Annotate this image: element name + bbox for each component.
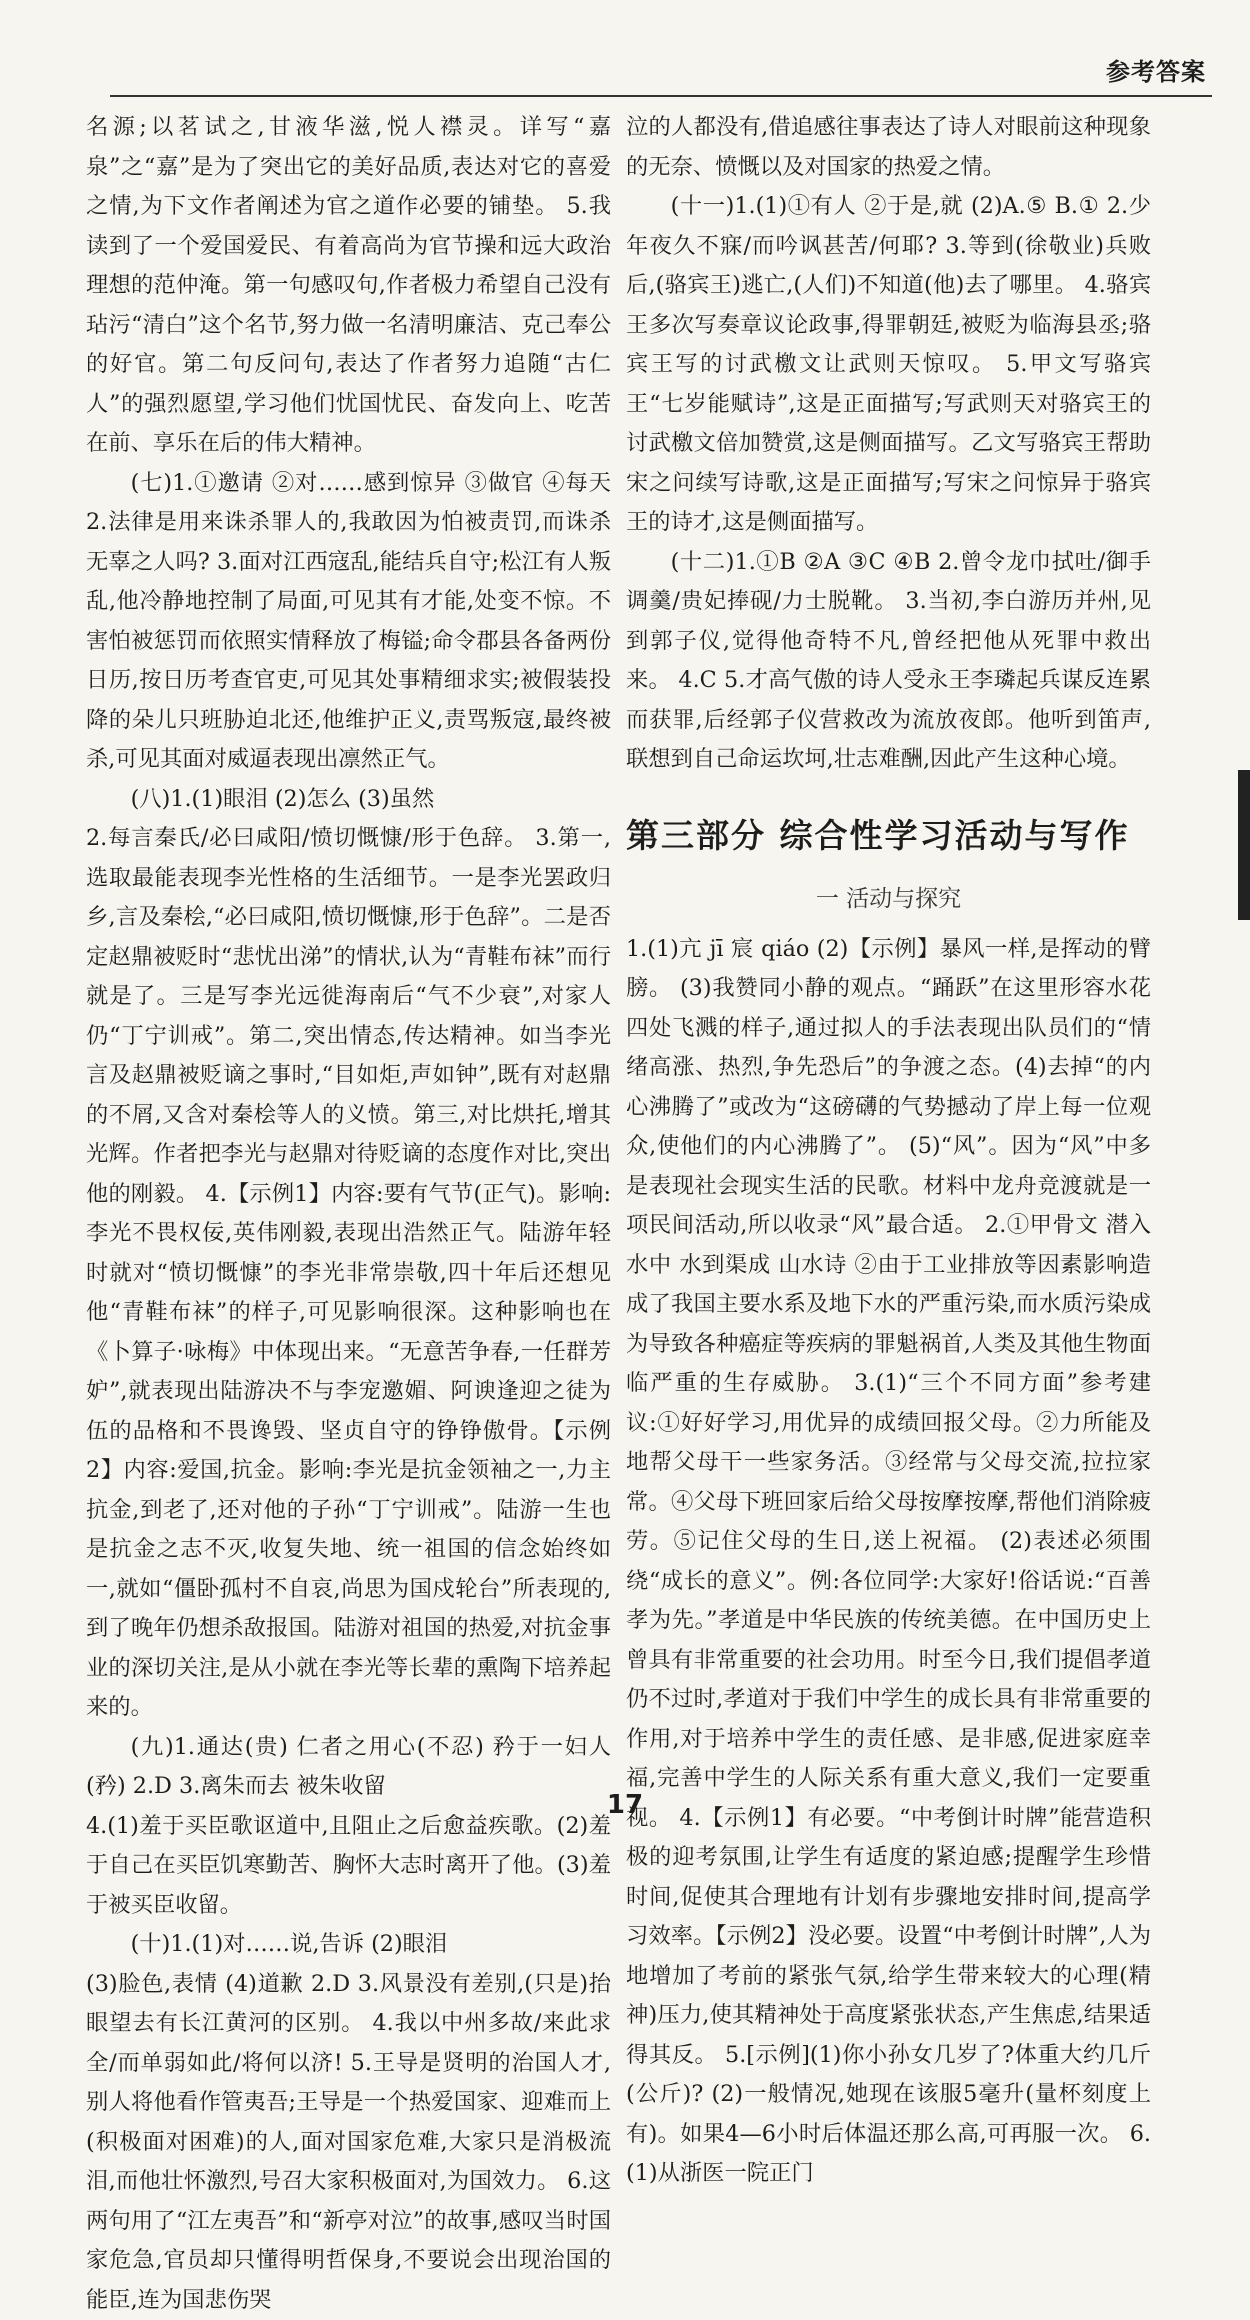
header-bar: [0, 0, 1250, 74]
paragraph: 1.(1)亢 jī 宸 qiáo (2)【示例】暴风一样,是挥动的臂膀。 (3)我赞同小静的观点。“踊跃”在这里形容水花四处飞溅的样子,通过拟人的手法表现出队员们的“情绪高涨、热烈,争先恐后”的争渡之态。(4)去掉“的内心沸腾了”或改为“这磅礴的气势撼动了岸上每一位观众,使他们的内心沸腾了”。 (5)“风”。因为“风”中多是表现社会现实生活的民歌。材料中龙舟竞渡就是一项民间活动,所以收录“风”最合适。 2.①甲骨文 潜入水中 水到渠成 山水诗 ②由于工业排放等因素影响造成了我国主要水系及地下水的严重污染,而水质污染成为导致各种癌症等疾病的罪魁祸首,人类及其他生物面临严重的生存威胁。 3.(1)“三个不同方面”参考建议:①好好学习,用优异的成绩回报父母。②力所能及地帮父母干一些家务活。③经常与父母交流,拉拉家常。④父母下班回家后给父母按摩按摩,帮他们消除疲劳。⑤记住父母的生日,送上祝福。 (2)表述必须围绕“成长的意义”。例:各位同学:大家好!俗话说:“百善孝为先。”孝道是中华民族的传统美德。在中国历史上曾具有非常重要的社会功用。时至今日,我们提倡孝道仍不过时,孝道对于我们中学生的成长具有非常重要的作用,对于培养中学生的责任感、是非感,促进家庭幸福,完善中学生的人际关系有重大意义,我们一定要重视。 4.【示例1】有必要。“中考倒计时牌”能营造积极的迎考氛围,让学生有适度的紧迫感;提醒学生珍惜时间,促使其合理地有计划有步骤地安排时间,提高学习效率。【示例2】没必要。设置“中考倒计时牌”,人为地增加了考前的紧张气氛,给学生带来较大的心理(精神)压力,使其精神处于高度紧张状态,产生焦虑,结果适得其反。 5.[示例](1)你小孙女几岁了?体重大约几斤(公斤)? (2)一般情况,她现在该服5毫升(量杯刻度上有)。如果4—6小时后体温还那么高,可再服一次。 6.(1)从浙医一院正门: [626, 930, 1151, 2194]
running-header: 参考答案: [1106, 52, 1206, 87]
paragraph: (九)1.通达(贵) 仁者之用心(不忍) 矜于一妇人(矜) 2.D 3.离朱而去 被朱收留: [86, 1728, 611, 1807]
paragraph: 泣的人都没有,借追感往事表达了诗人对眼前这种现象的无奈、愤慨以及对国家的热爱之情。: [626, 108, 1151, 187]
section-title: 一 活动与探究: [626, 882, 1151, 916]
paragraph: (十二)1.①B ②A ③C ④B 2.曾令龙巾拭吐/御手调羹/贵妃捧砚/力士脱靴。 3.当初,李白游历并州,见到郭子仪,觉得他奇特不凡,曾经把他从死罪中救出来。 4.C 5.才高气傲的诗人受永王李璘起兵谋反连累而获罪,后经郭子仪营救改为流放夜郎。他听到笛声,联想到自己命运坎坷,壮志难酬,因此产生这种心境。: [626, 543, 1151, 780]
paragraph: 名源;以茗试之,甘液华滋,悦人襟灵。详写“嘉泉”之“嘉”是为了突出它的美好品质,表达对它的喜爱之情,为下文作者阐述为官之道作必要的铺垫。 5.我读到了一个爱国爱民、有着高尚为官节操和远大政治理想的范仲淹。第一句感叹句,作者极力希望自己没有玷污“清白”这个名节,努力做一名清明廉洁、克己奉公的好官。第二句反问句,表达了作者努力追随“古仁人”的强烈愿望,学习他们忧国忧民、奋发向上、吃苦在前、享乐在后的伟大精神。: [86, 108, 611, 464]
page-number: 17: [0, 1790, 1250, 1820]
header-rule: [110, 95, 1212, 97]
paragraph: (十一)1.(1)①有人 ②于是,就 (2)A.⑤ B.① 2.少年夜久不寐/而吟讽甚苦/何耶? 3.等到(徐敬业)兵败后,(骆宾王)逃亡,(人们)不知道(他)去了哪里。 4.骆宾王多次写奏章议论政事,得罪朝廷,被贬为临海县丞;骆宾王写的讨武檄文让武则天惊叹。 5.甲文写骆宾王“七岁能赋诗”,这是正面描写;写武则天对骆宾王的讨武檄文倍加赞赏,这是侧面描写。乙文写骆宾王帮助宋之问续写诗歌,这是正面描写;写宋之问惊异于骆宾王的诗才,这是侧面描写。: [626, 187, 1151, 543]
paragraph: 4.(1)羞于买臣歌讴道中,且阻止之后愈益疾歌。(2)羞于自己在买臣饥寒勤苦、胸怀大志时离开了他。(3)羞于被买臣收留。: [86, 1807, 611, 1926]
paragraph: (3)脸色,表情 (4)道歉 2.D 3.风景没有差别,(只是)抬眼望去有长江黄河的区别。 4.我以中州多故/来此求全/而单弱如此/将何以济! 5.王导是贤明的治国人才,别人将他看作管夷吾;王导是一个热爱国家、迎难而上(积极面对困难)的人,面对国家危难,大家只是消极流泪,而他壮怀激烈,号召大家积极面对,为国效力。 6.这两句用了“江左夷吾”和“新亭对泣”的故事,感叹当时国家危急,官员却只懂得明哲保身,不要说会出现治国的能臣,连为国悲伤哭: [86, 1965, 611, 2320]
right-column: [626, 108, 1151, 2194]
paragraph: (十)1.(1)对……说,告诉 (2)眼泪: [86, 1925, 611, 1965]
left-column: [86, 108, 611, 2320]
part-title: 第三部分 综合性学习活动与写作: [626, 814, 1151, 858]
paragraph: (七)1.①邀请 ②对……感到惊异 ③做官 ④每天 2.法律是用来诛杀罪人的,我敢因为怕被责罚,而诛杀无辜之人吗? 3.面对江西寇乱,能结兵自守;松江有人叛乱,他冷静地控制了局面,可见其有才能,处变不惊。不害怕被惩罚而依照实情释放了梅镒;命令郡县各备两份日历,按日历考查官吏,可见其处事精细求实;被假装投降的朵儿只班胁迫北还,他维护正义,责骂叛寇,最终被杀,可见其面对威逼表现出凛然正气。: [86, 464, 611, 780]
paragraph: (八)1.(1)眼泪 (2)怎么 (3)虽然: [86, 780, 611, 820]
paragraph: 2.每言秦氏/必曰咸阳/愤切慨慷/形于色辞。 3.第一,选取最能表现李光性格的生活细节。一是李光罢政归乡,言及秦桧,“必曰咸阳,愤切慨慷,形于色辞”。二是否定赵鼎被贬时“悲忧出涕”的情状,认为“青鞋布袜”而行就是了。三是写李光远徙海南后“气不少衰”,对家人仍“丁宁训戒”。第二,突出情态,传达精神。如当李光言及赵鼎被贬谪之事时,“目如炬,声如钟”,既有对赵鼎的不屑,又含对秦桧等人的义愤。第三,对比烘托,增其光辉。作者把李光与赵鼎对待贬谪的态度作对比,突出他的刚毅。 4.【示例1】内容:要有气节(正气)。影响:李光不畏权佞,英伟刚毅,表现出浩然正气。陆游年轻时就对“愤切慨慷”的李光非常崇敬,四十年后还想见他“青鞋布袜”的样子,可见影响很深。这种影响也在《卜算子·咏梅》中体现出来。“无意苦争春,一任群芳妒”,就表现出陆游决不与李宠邀媚、阿谀逢迎之徒为伍的品格和不畏谗毁、坚贞自守的铮铮傲骨。【示例2】内容:爱国,抗金。影响:李光是抗金领袖之一,力主抗金,到老了,还对他的子孙“丁宁训戒”。陆游一生也是抗金之志不灭,收复失地、统一祖国的信念始终如一,就如“僵卧孤村不自哀,尚思为国戍轮台”所表现的,到了晚年仍想杀敌报国。陆游对祖国的热爱,对抗金事业的深切关注,是从小就在李光等长辈的熏陶下培养起来的。: [86, 819, 611, 1728]
page-edge-mark: [1238, 770, 1250, 920]
